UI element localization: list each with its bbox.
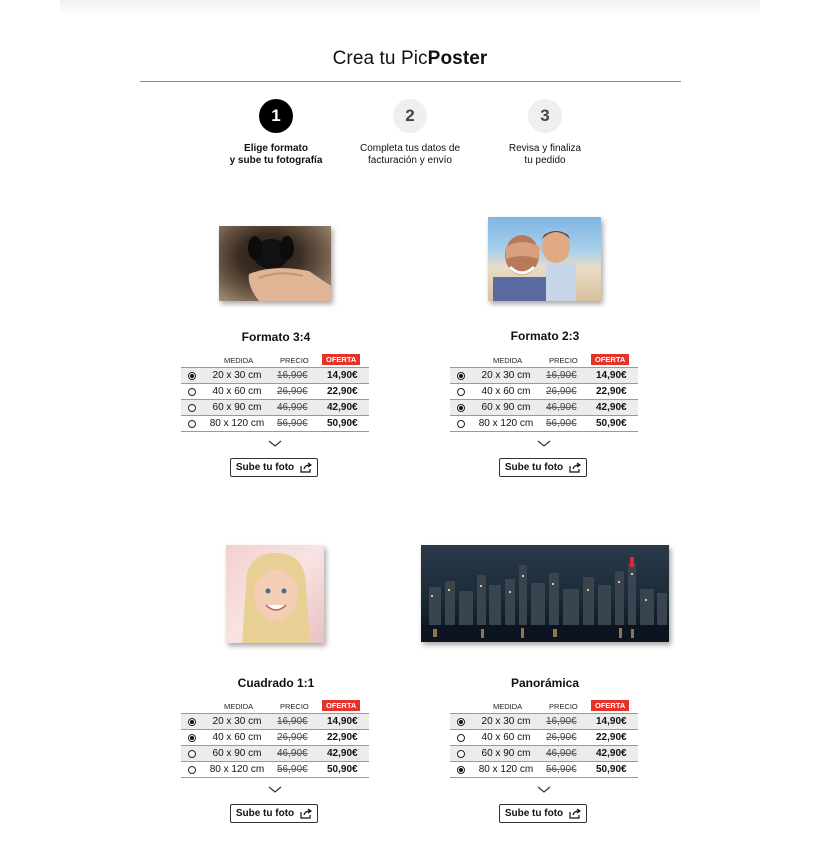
table-header	[450, 700, 638, 713]
size-label: 80 x 120 cm	[209, 764, 265, 775]
format-title: Formato 2:3	[510, 329, 580, 343]
offer-price: 14,90€	[596, 716, 627, 727]
offer-price: 22,90€	[596, 732, 627, 743]
price-row[interactable]	[181, 745, 369, 761]
size-radio[interactable]	[457, 718, 465, 726]
offer-price: 50,90€	[596, 764, 627, 775]
offer-price: 42,90€	[327, 748, 358, 759]
top-shadow	[60, 0, 760, 16]
header-medida: MEDIDA	[224, 356, 254, 365]
upload-photo-button[interactable]: Sube tu foto	[499, 804, 587, 823]
price-row[interactable]	[450, 383, 638, 399]
offer-price: 22,90€	[596, 386, 627, 397]
upload-photo-button[interactable]: Sube tu foto	[230, 804, 318, 823]
offer-price: 22,90€	[327, 732, 358, 743]
old-price: 46,90€	[277, 402, 308, 413]
step-number: 1	[259, 99, 293, 133]
format-title: Panorámica	[510, 676, 580, 690]
old-price: 46,90€	[546, 402, 577, 413]
share-icon	[300, 462, 312, 473]
header-medida: MEDIDA	[493, 702, 523, 711]
size-radio[interactable]	[188, 718, 196, 726]
size-radio[interactable]	[188, 766, 196, 774]
city-skyline-night-photo	[421, 545, 669, 642]
smiling-girl-photo	[226, 545, 324, 643]
price-row[interactable]	[450, 745, 638, 761]
offer-price: 14,90€	[596, 370, 627, 381]
size-label: 80 x 120 cm	[478, 764, 534, 775]
old-price: 26,90€	[277, 386, 308, 397]
size-radio[interactable]	[188, 750, 196, 758]
price-table	[450, 700, 638, 778]
size-label: 40 x 60 cm	[212, 386, 262, 397]
price-row[interactable]	[450, 729, 638, 745]
price-row[interactable]	[450, 415, 638, 432]
old-price: 56,90€	[546, 764, 577, 775]
step-label: Elige formato y sube tu fotografía	[229, 143, 323, 166]
table-header	[181, 354, 369, 367]
chevron-down-icon[interactable]	[537, 786, 551, 794]
header-medida: MEDIDA	[224, 702, 254, 711]
size-label: 80 x 120 cm	[478, 418, 534, 429]
old-price: 26,90€	[546, 386, 577, 397]
price-row[interactable]	[181, 399, 369, 415]
size-radio[interactable]	[457, 388, 465, 396]
price-row[interactable]	[450, 367, 638, 383]
size-radio[interactable]	[457, 420, 465, 428]
page-title: Crea tu PicPoster	[332, 48, 488, 69]
dog-in-hand-photo	[219, 226, 331, 301]
size-radio[interactable]	[188, 372, 196, 380]
offer-price: 14,90€	[327, 716, 358, 727]
size-radio[interactable]	[457, 766, 465, 774]
header-oferta-badge: OFERTA	[322, 354, 360, 365]
header-medida: MEDIDA	[493, 356, 523, 365]
offer-price: 14,90€	[327, 370, 358, 381]
price-table	[181, 354, 369, 432]
header-precio: PRECIO	[549, 702, 578, 711]
old-price: 56,90€	[277, 418, 308, 429]
old-price: 16,90€	[277, 370, 308, 381]
upload-photo-button[interactable]: Sube tu foto	[230, 458, 318, 477]
chevron-down-icon[interactable]	[268, 440, 282, 448]
price-row[interactable]	[450, 713, 638, 729]
size-radio[interactable]	[188, 420, 196, 428]
chevron-down-icon[interactable]	[537, 440, 551, 448]
offer-price: 50,90€	[327, 764, 358, 775]
size-label: 40 x 60 cm	[481, 386, 531, 397]
header-oferta-badge: OFERTA	[591, 354, 629, 365]
table-header	[450, 354, 638, 367]
size-label: 60 x 90 cm	[481, 402, 531, 413]
price-row[interactable]	[450, 399, 638, 415]
size-radio[interactable]	[457, 734, 465, 742]
size-label: 60 x 90 cm	[212, 748, 262, 759]
offer-price: 50,90€	[327, 418, 358, 429]
old-price: 16,90€	[277, 716, 308, 727]
size-label: 20 x 30 cm	[212, 370, 262, 381]
old-price: 46,90€	[546, 748, 577, 759]
size-radio[interactable]	[188, 388, 196, 396]
old-price: 46,90€	[277, 748, 308, 759]
table-header	[181, 700, 369, 713]
step-number: 2	[393, 99, 427, 133]
old-price: 26,90€	[546, 732, 577, 743]
offer-price: 50,90€	[596, 418, 627, 429]
price-table	[450, 354, 638, 432]
father-son-beach-photo	[488, 217, 601, 301]
old-price: 56,90€	[277, 764, 308, 775]
old-price: 26,90€	[277, 732, 308, 743]
size-radio[interactable]	[457, 404, 465, 412]
price-row[interactable]	[181, 761, 369, 778]
format-title: Formato 3:4	[241, 330, 311, 344]
upload-photo-button[interactable]: Sube tu foto	[499, 458, 587, 477]
size-label: 20 x 30 cm	[481, 716, 531, 727]
price-row[interactable]	[450, 761, 638, 778]
size-label: 20 x 30 cm	[212, 716, 262, 727]
header-oferta-badge: OFERTA	[591, 700, 629, 711]
price-row[interactable]	[181, 729, 369, 745]
share-icon	[569, 808, 581, 819]
size-label: 60 x 90 cm	[212, 402, 262, 413]
size-label: 60 x 90 cm	[481, 748, 531, 759]
size-label: 80 x 120 cm	[209, 418, 265, 429]
old-price: 56,90€	[546, 418, 577, 429]
step-label: Revisa y finaliza tu pedido	[508, 143, 582, 166]
size-radio[interactable]	[457, 372, 465, 380]
header-precio: PRECIO	[280, 356, 309, 365]
old-price: 16,90€	[546, 716, 577, 727]
price-row[interactable]	[181, 367, 369, 383]
offer-price: 42,90€	[327, 402, 358, 413]
chevron-down-icon[interactable]	[268, 786, 282, 794]
header-oferta-badge: OFERTA	[322, 700, 360, 711]
size-label: 40 x 60 cm	[212, 732, 262, 743]
size-radio[interactable]	[188, 734, 196, 742]
step-number: 3	[528, 99, 562, 133]
size-radio[interactable]	[188, 404, 196, 412]
size-label: 40 x 60 cm	[481, 732, 531, 743]
price-row[interactable]	[181, 415, 369, 432]
offer-price: 42,90€	[596, 402, 627, 413]
header-precio: PRECIO	[280, 702, 309, 711]
title-divider	[140, 81, 681, 82]
size-radio[interactable]	[457, 750, 465, 758]
header-precio: PRECIO	[549, 356, 578, 365]
price-table	[181, 700, 369, 778]
step-label: Completa tus datos de facturación y envío	[359, 143, 461, 166]
step-3	[465, 99, 625, 167]
share-icon	[569, 462, 581, 473]
offer-price: 22,90€	[327, 386, 358, 397]
format-title: Cuadrado 1:1	[237, 676, 315, 690]
size-label: 20 x 30 cm	[481, 370, 531, 381]
offer-price: 42,90€	[596, 748, 627, 759]
price-row[interactable]	[181, 713, 369, 729]
share-icon	[300, 808, 312, 819]
price-row[interactable]	[181, 383, 369, 399]
old-price: 16,90€	[546, 370, 577, 381]
